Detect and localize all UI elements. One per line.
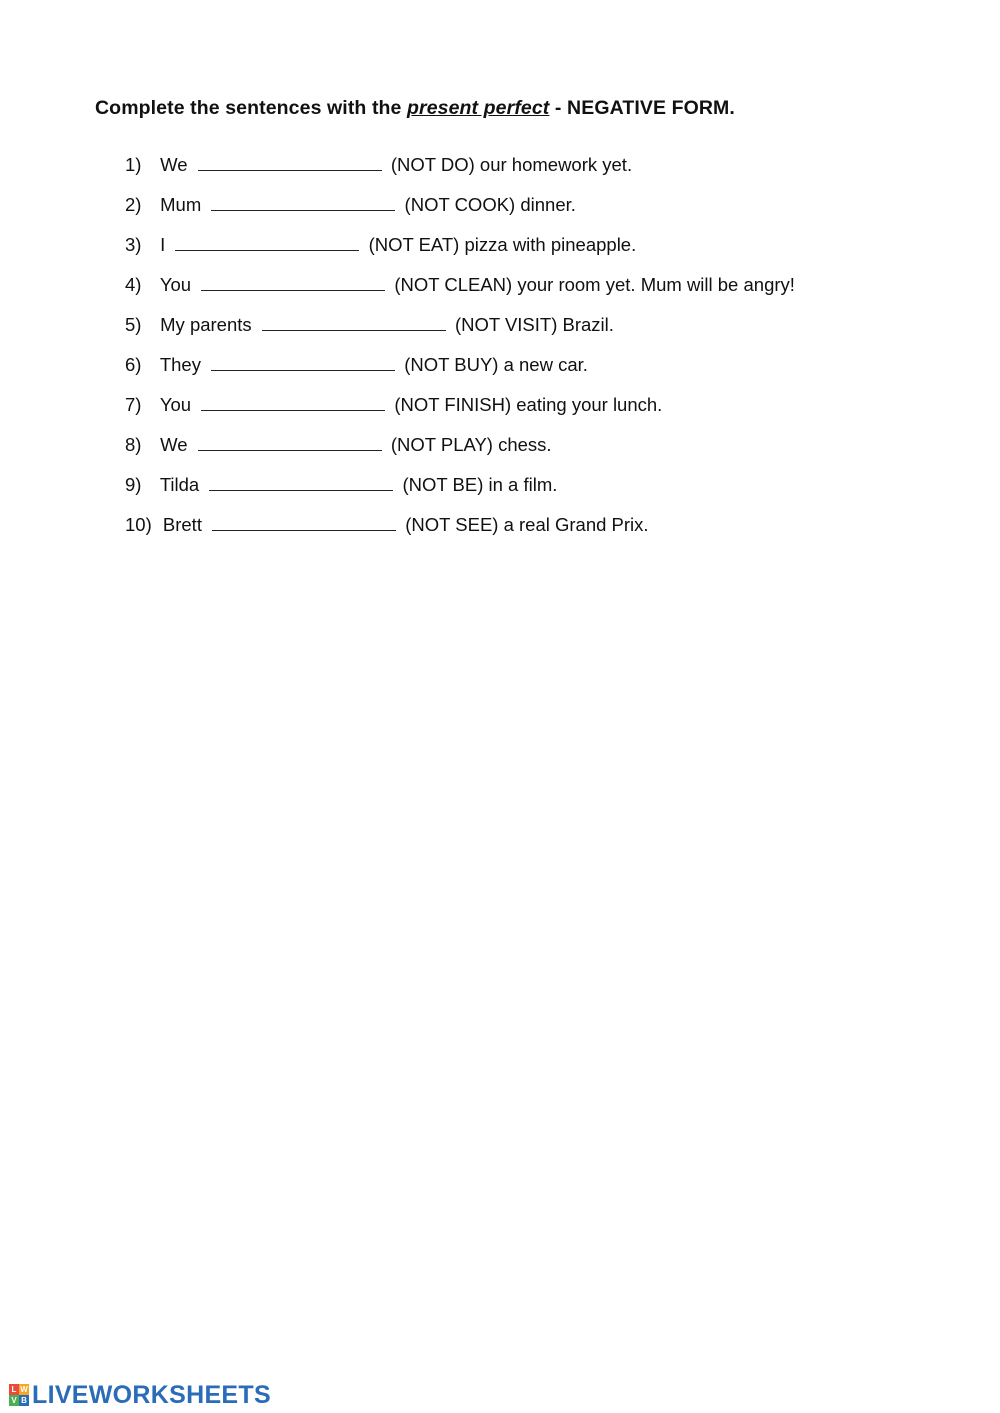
- sentence-item: [125, 192, 795, 232]
- answer-blank[interactable]: [201, 393, 385, 411]
- item-prompt: (NOT VISIT) Brazil.: [454, 314, 614, 335]
- sentence-item: [125, 512, 795, 552]
- title-emphasis: present perfect: [407, 97, 550, 119]
- sentence-item: [125, 272, 795, 312]
- answer-blank[interactable]: [211, 193, 395, 211]
- sentence-item: [125, 432, 795, 472]
- item-prompt: (NOT CLEAN) your room yet. Mum will be angry!: [394, 274, 795, 295]
- liveworksheets-logo: [9, 1382, 271, 1408]
- item-prompt: (NOT SEE) a real Grand Prix.: [405, 514, 649, 535]
- item-subject: You: [159, 394, 192, 415]
- item-subject: We: [160, 434, 188, 455]
- title-text-start: Complete the sentences with the: [95, 97, 408, 119]
- answer-blank[interactable]: [175, 233, 359, 251]
- logo-mark-tile: B: [19, 1395, 29, 1406]
- title-text-end: - NEGATIVE FORM.: [549, 97, 735, 119]
- item-prompt: (NOT EAT) pizza with pineapple.: [368, 234, 637, 255]
- sentence-item: [125, 312, 795, 352]
- item-subject: Tilda: [159, 474, 200, 495]
- item-prompt: (NOT PLAY) chess.: [390, 434, 552, 455]
- answer-blank[interactable]: [209, 473, 393, 491]
- item-number: 6): [125, 354, 142, 375]
- logo-mark-icon: [9, 1384, 29, 1406]
- item-prompt: (NOT FINISH) eating your lunch.: [394, 394, 663, 415]
- item-number: 7): [125, 394, 142, 415]
- sentence-item: [125, 392, 795, 432]
- item-subject: They: [159, 354, 201, 375]
- item-number: 5): [125, 314, 142, 335]
- logo-mark-tile: W: [20, 1385, 28, 1394]
- item-subject: We: [160, 154, 188, 175]
- item-subject: I: [160, 234, 166, 255]
- item-subject: You: [159, 274, 192, 295]
- answer-blank[interactable]: [201, 273, 385, 291]
- logo-text: LIVEWORKSHEETS: [32, 1380, 271, 1409]
- sentence-item: [125, 352, 795, 392]
- answer-blank[interactable]: [198, 433, 382, 451]
- item-subject: Brett: [162, 514, 202, 535]
- sentence-item: [125, 232, 795, 272]
- answer-blank[interactable]: [262, 313, 446, 331]
- sentence-list: [125, 152, 795, 552]
- sentence-item: [125, 152, 795, 192]
- item-number: 1): [125, 154, 142, 175]
- worksheet-title: [95, 97, 735, 120]
- logo-mark-tile: V: [9, 1395, 19, 1406]
- item-prompt: (NOT DO) our homework yet.: [390, 154, 633, 175]
- item-subject: My parents: [160, 314, 252, 335]
- item-prompt: (NOT BUY) a new car.: [404, 354, 588, 375]
- answer-blank[interactable]: [212, 513, 396, 531]
- item-prompt: (NOT BE) in a film.: [402, 474, 558, 495]
- sentence-item: [125, 472, 795, 512]
- item-number: 8): [125, 434, 142, 455]
- logo-mark-tile: L: [9, 1384, 19, 1395]
- answer-blank[interactable]: [211, 353, 395, 371]
- item-number: 4): [125, 274, 142, 295]
- answer-blank[interactable]: [198, 153, 382, 171]
- item-number: 10): [125, 514, 152, 535]
- item-number: 2): [125, 194, 142, 215]
- item-prompt: (NOT COOK) dinner.: [404, 194, 576, 215]
- item-number: 9): [125, 474, 142, 495]
- item-number: 3): [125, 234, 142, 255]
- item-subject: Mum: [160, 194, 202, 215]
